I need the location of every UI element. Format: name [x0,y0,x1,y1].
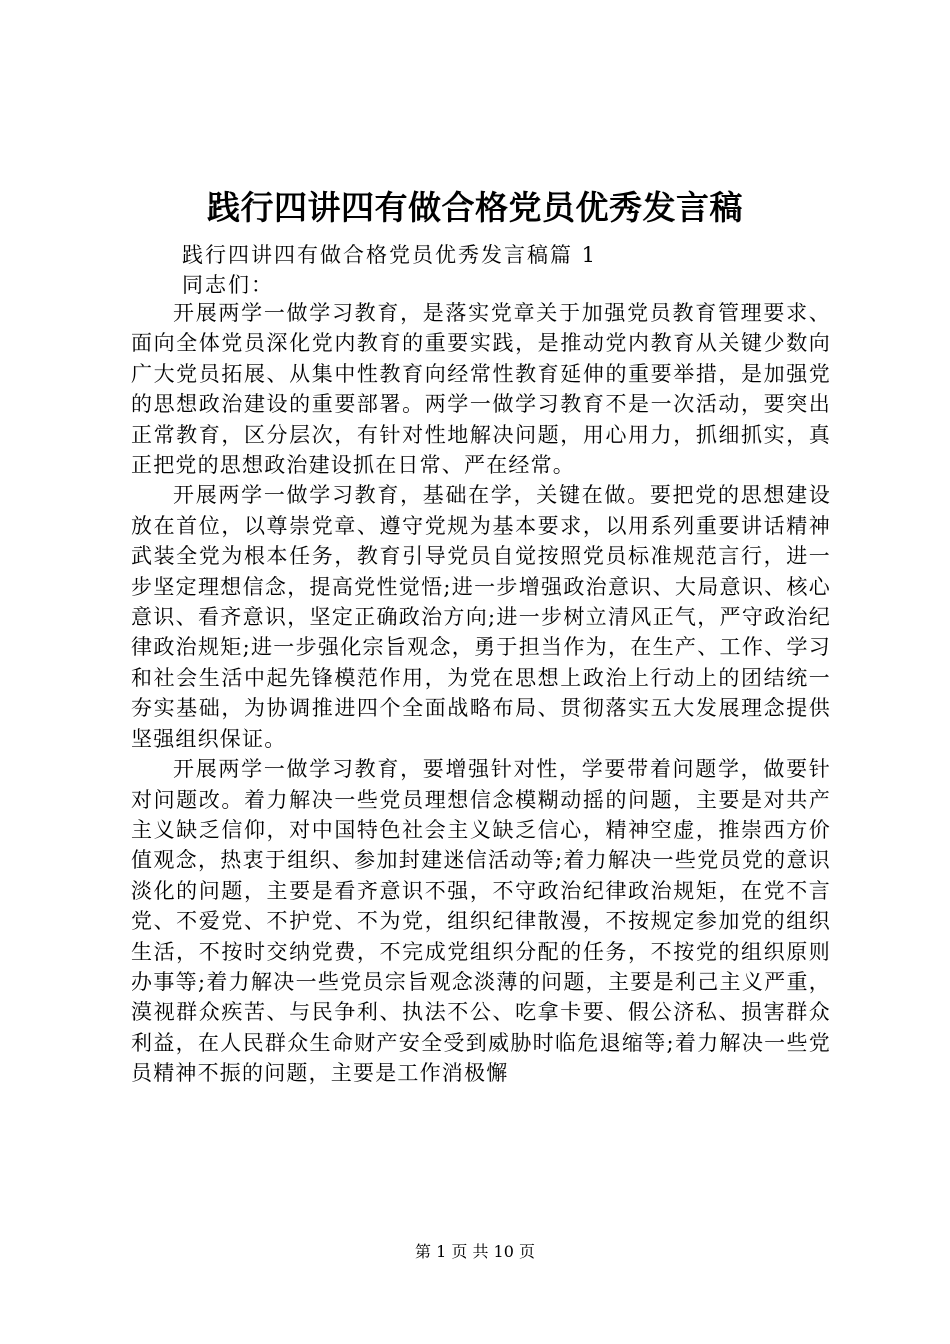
document-body [131,298,831,1089]
page-indicator: 第 1 页 共 10 页 [415,1242,535,1261]
document-title: 践行四讲四有做合格党员优秀发言稿 [207,188,743,227]
salutation: 同志们： [182,273,274,297]
document-subtitle: 践行四讲四有做合格党员优秀发言稿篇 1 [182,243,598,267]
body-paragraph-1: 开展两学一做学习教育，是落实党章关于加强党员教育管理要求、面向全体党员深化党内教育的重要实践，是推动党内教育从关键少数向广大党员拓展、从集中性教育向经常性教育延伸的重要举措，是加强党的思想政治建设的重要部署。两学一做学习教育不是一次活动，要突出正常教育，区分层次，有针对性地解决问题，用心用力，抓细抓实，真正把党的思想政治建设抓在日常、严在经常。 [131,301,831,478]
body-paragraph-2: 开展两学一做学习教育，基础在学，关键在做。要把党的思想建设放在首位，以尊崇党章、遵守党规为基本要求，以用系列重要讲话精神武装全党为根本任务，教育引导党员自觉按照党员标准规范言行，进一步坚定理想信念，提高党性觉悟;进一步增强政治意识、大局意识、核心意识、看齐意识，坚定正确政治方向;进一步树立清风正气，严守政治纪律政治规矩;进一步强化宗旨观念，勇于担当作为，在生产、工作、学习和社会生活中起先锋模范作用，为党在思想上政治上行动上的团结统一夯实基础，为协调推进四个全面战略布局、贯彻落实五大发展理念提供坚强组织保证。 [131,483,831,751]
page-footer [0,1241,950,1263]
body-paragraph-3: 开展两学一做学习教育，要增强针对性，学要带着问题学，做要针对问题改。着力解决一些党员理想信念模糊动摇的问题，主要是对共产主义缺乏信仰，对中国特色社会主义缺乏信心，精神空虚，推崇西方价值观念，热衷于组织、参加封建迷信活动等;着力解决一些党员党的意识淡化的问题，主要是看齐意识不强，不守政治纪律政治规矩，在党不言党、不爱党、不护党、不为党，组织纪律散漫，不按规定参加党的组织生活，不按时交纳党费，不完成党组织分配的任务，不按党的组织原则办事等;着力解决一些党员宗旨观念淡薄的问题，主要是利己主义严重，漠视群众疾苦、与民争利、执法不公、吃拿卡要、假公济私、损害群众利益，在人民群众生命财产安全受到威胁时临危退缩等;着力解决一些党员精神不振的问题，主要是工作消极懈 [131,757,831,1086]
